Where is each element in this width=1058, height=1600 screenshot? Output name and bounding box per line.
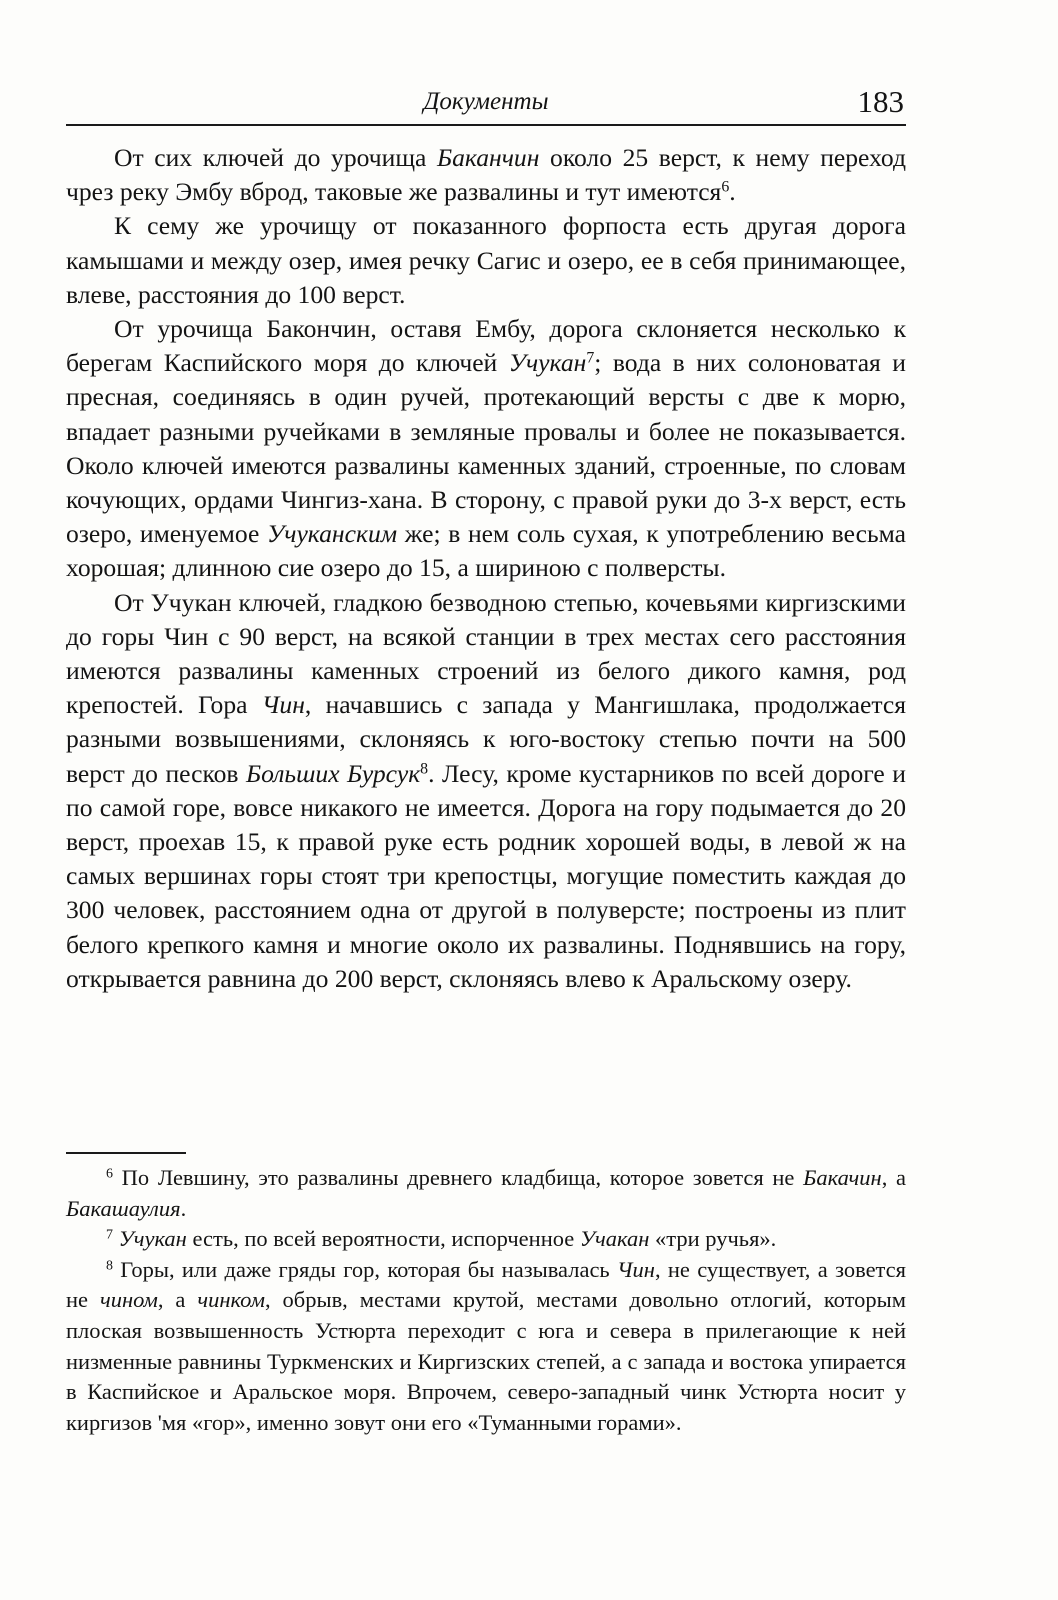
text-span: От урочища Бакончин, оставя Ембу, дорога склоняется несколько к берегам Каспийского моря до ключей xyxy=(66,314,906,378)
header-rule xyxy=(66,124,906,126)
text-span: , а xyxy=(881,1165,906,1190)
place-name: Больших Бурсук xyxy=(246,758,421,788)
main-text xyxy=(66,141,906,996)
term: чинком xyxy=(197,1287,265,1313)
footnote-ref-8: 8 xyxy=(420,759,429,777)
text-span: От сих ключей до урочища xyxy=(114,143,437,172)
text-span: же; в нем соль сухая, к употреблению весьма хорошая; длинною сие озеро до 15, а шириною с полверсты. xyxy=(66,519,906,583)
place-name: Баканчин xyxy=(437,143,540,172)
term: чином xyxy=(99,1287,158,1313)
place-name: Учуканским xyxy=(267,519,398,549)
text-span: , а xyxy=(157,1287,198,1313)
text-span: . Лесу, кроме кустарников по всей дороге и по самой горе, вовсе никакого не имеется. Дорога на гору подымается до 20 верст, проехав 15, к правой руке есть родник хорошей воды, в левой ж на самых вершинах горы стоят три крепостцы, могущие поместить каждая до 300 человек, расстоянием одна от другой в полуверсте; построены из плит белого крепкого камня и многие около их развалины. Поднявшись на гору, открывается равнина до 200 верст, склоняясь влево к Аральскому озеру. xyxy=(66,758,906,993)
running-head xyxy=(66,84,906,124)
place-name: Чин xyxy=(261,690,305,720)
text-span: есть, по всей вероятности, испорченное xyxy=(186,1226,580,1252)
text-span: , обрыв, местами крутой, местами довольно отлогий, которым плоская возвышенность Устюрта переходит с юга и севера в прилегающие к ней низменные равнины Туркменских и Киргизских степей, а с запада и востока упирается в Каспийское и Аральское моря. Впрочем, северо-западный чинк Устюрта носит у киргизов 'мя «гор», именно зовут они его «Туманными горами». xyxy=(66,1287,906,1435)
place-name: Бакашаулия xyxy=(66,1195,181,1221)
footnote-number: 7 xyxy=(106,1227,113,1243)
place-name: Учукан xyxy=(118,1226,187,1252)
place-name: Учакан xyxy=(579,1226,650,1252)
text-span: , начавшись с запада у Мангишлака, продолжается разными возвышениями, склоняясь к юго-востоку степью почти на 500 верст до песков xyxy=(66,690,906,788)
footnote-7 xyxy=(66,1224,906,1255)
footnote-number: 8 xyxy=(106,1258,113,1274)
text-span: . xyxy=(729,177,736,207)
paragraph-4 xyxy=(66,586,906,996)
running-title: Документы xyxy=(423,88,549,115)
place-name: Учукан xyxy=(508,348,587,378)
footnotes xyxy=(66,1163,906,1438)
text-span: По Левшину, это развалины древнего кладбища, которое зовется не xyxy=(112,1165,804,1190)
paragraph-2: К сему же урочищу от показанного форпоста есть другая дорога камышами и между озер, имея речку Сагис и озеро, ее в себя принимающее, влеве, расстояния до 100 верст. xyxy=(66,211,906,309)
page-number: 183 xyxy=(857,84,904,119)
text-span: . xyxy=(180,1195,187,1221)
text-span: около 25 верст, к нему переход чрез реку Эмбу вброд, таковые же развалины и тут имеются xyxy=(66,143,906,207)
place-name: Бакачин xyxy=(803,1165,882,1190)
text-span: ; вода в них солоноватая и пресная, соединяясь в один ручей, протекающий версты с две к морю, впадает разными ручейками в земляные провалы и более не показывается. Около ключей имеются развалины каменных зданий, строенные, по словам кочующих, ордами Чингиз-хана. В сторону, с правой руки до 3-х верст, есть озеро, именуемое xyxy=(66,348,906,549)
footnote-separator xyxy=(66,1152,186,1154)
place-name: Чин xyxy=(617,1256,655,1282)
text-span: , не существует, а зовется не xyxy=(66,1256,906,1313)
footnote-ref-7: 7 xyxy=(586,349,595,367)
footnote-number: 6 xyxy=(106,1166,113,1182)
paragraph-3 xyxy=(66,312,906,586)
text-span: От Учукан ключей, гладкою безводною степью, кочевьями киргизскими до горы Чин с 90 верст, на всякой станции в трех местах сего расстояния имеются развалины каменных строений из белого дикого камня, род крепостей. Гора xyxy=(66,587,906,720)
footnote-ref-6: 6 xyxy=(721,178,730,196)
footnote-8 xyxy=(66,1255,906,1439)
text-span: «три ручья». xyxy=(649,1226,777,1252)
footnote-6 xyxy=(66,1163,906,1224)
text-span: Горы, или даже гряды гор, которая бы называлась xyxy=(112,1256,618,1282)
paragraph-1 xyxy=(66,141,906,209)
